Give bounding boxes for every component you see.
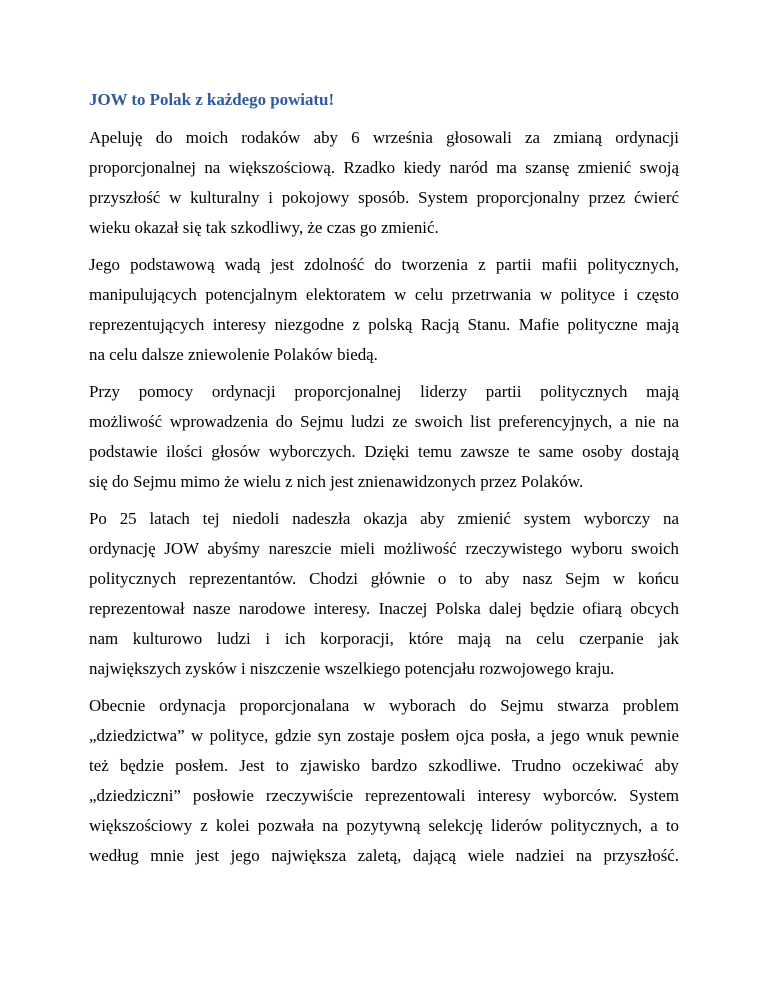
paragraph-3 xyxy=(89,377,679,497)
paragraph-2 xyxy=(89,250,679,370)
paragraph-line: największych zysków i niszczenie wszelkiego potencjału rozwojowego kraju. xyxy=(89,659,615,678)
paragraph-line: proporcjonalnej na większościową. Rzadko kiedy naród ma szansę zmienić swoją xyxy=(89,158,679,177)
document-page xyxy=(89,85,679,878)
paragraph-line: podstawie ilości głosów wyborczych. Dzięki temu zawsze te same osoby dostają xyxy=(89,442,679,461)
paragraph-line: manipulujących potencjalnym elektoratem w celu przetrwania w polityce i często xyxy=(89,285,679,304)
paragraph-line: ordynację JOW abyśmy nareszcie mieli możliwość rzeczywistego wyboru swoich xyxy=(89,539,679,558)
paragraph-line: Przy pomocy ordynacji proporcjonalnej liderzy partii politycznych mają xyxy=(89,382,679,401)
paragraph-line: Po 25 latach tej niedoli nadeszła okazja aby zmienić system wyborczy na xyxy=(89,509,679,528)
paragraph-line: reprezentował nasze narodowe interesy. Inaczej Polska dalej będzie ofiarą obcych xyxy=(89,599,679,618)
paragraph-line: też będzie posłem. Jest to zjawisko bardzo szkodliwe. Trudno oczekiwać aby xyxy=(89,756,679,775)
paragraph-line: wieku okazał się tak szkodliwy, że czas go zmienić. xyxy=(89,218,439,237)
paragraph-line: przyszłość w kulturalny i pokojowy sposób. System proporcjonalny przez ćwierć xyxy=(89,188,679,207)
paragraph-line: możliwość wprowadzenia do Sejmu ludzi ze swoich list preferencyjnych, a nie na xyxy=(89,412,679,431)
paragraph-line: „dziedzictwa” w polityce, gdzie syn zostaje posłem ojca posła, a jego wnuk pewnie xyxy=(89,726,679,745)
paragraph-line: większościowy z kolei pozwała na pozytywną selekcję liderów politycznych, a to xyxy=(89,816,679,835)
paragraph-5 xyxy=(89,691,679,871)
paragraph-line: „dziedziczni” posłowie rzeczywiście reprezentowali interesy wyborców. System xyxy=(89,786,679,805)
paragraph-line: nam kulturowo ludzi i ich korporacji, które mają na celu czerpanie jak xyxy=(89,629,679,648)
paragraph-line: się do Sejmu mimo że wielu z nich jest znienawidzonych przez Polaków. xyxy=(89,472,584,491)
paragraph-line: Apeluję do moich rodaków aby 6 września głosowali za zmianą ordynacji xyxy=(89,128,679,147)
document-title: JOW to Polak z każdego powiatu! xyxy=(89,90,335,109)
paragraph-1 xyxy=(89,123,679,243)
paragraph-line: Jego podstawową wadą jest zdolność do tworzenia z partii mafii politycznych, xyxy=(89,255,679,274)
paragraph-line: politycznych reprezentantów. Chodzi głównie o to aby nasz Sejm w końcu xyxy=(89,569,679,588)
paragraph-line: na celu dalsze zniewolenie Polaków biedą. xyxy=(89,345,378,364)
paragraph-line: Obecnie ordynacja proporcjonalana w wyborach do Sejmu stwarza problem xyxy=(89,696,679,715)
paragraph-line: według mnie jest jego największa zaletą, dającą wiele nadziei na przyszłość. xyxy=(89,846,679,865)
paragraph-4 xyxy=(89,504,679,684)
paragraph-line: reprezentujących interesy niezgodne z polską Racją Stanu. Mafie polityczne mają xyxy=(89,315,679,334)
